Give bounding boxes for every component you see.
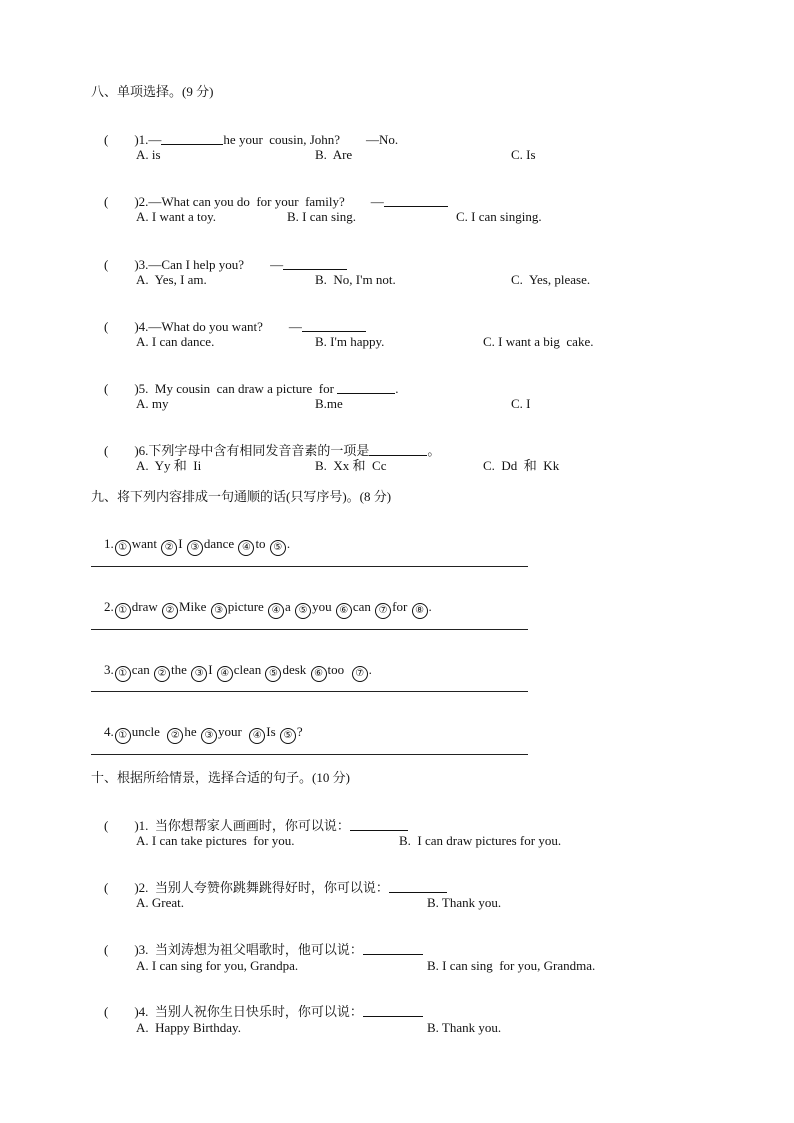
word: want xyxy=(131,536,161,551)
circled-number: ④ xyxy=(217,666,233,682)
circled-number: ⑤ xyxy=(270,540,286,556)
option-b: B. I can sing. xyxy=(287,209,356,224)
question-stem: ( )3.—Can I help you? — xyxy=(104,257,284,272)
answer-line[interactable] xyxy=(91,629,528,630)
option-b: B. I'm happy. xyxy=(315,334,385,349)
option-b: B. No, I'm not. xyxy=(315,272,396,287)
option-a: A. I want a toy. xyxy=(136,209,217,224)
circled-number: ② xyxy=(154,666,170,682)
option-c: C. I can singing. xyxy=(456,209,542,224)
option-c: C. I xyxy=(511,396,531,411)
question-stem: ( )5. My cousin can draw a picture for xyxy=(104,381,338,396)
answer-line[interactable] xyxy=(91,691,528,692)
word: picture xyxy=(227,599,268,614)
question-stem: ( )3. 当刘涛想为祖父唱歌时，他可以说： xyxy=(104,942,363,957)
circled-number: ④ xyxy=(238,540,254,556)
reorder-item-1 xyxy=(91,520,290,572)
circled-number: ⑥ xyxy=(311,666,327,682)
section-9-title: 九、将下列内容排成一句通顺的话(只写序号)。(8 分) xyxy=(91,489,392,504)
circled-number: ① xyxy=(115,666,131,682)
answer-blank[interactable] xyxy=(363,942,423,955)
section-8-title: 八、单项选择。(9 分) xyxy=(91,84,214,99)
question-stem: ( )1. 当你想帮家人画画时，你可以说： xyxy=(104,818,350,833)
option-a: A. Yy 和 Ii xyxy=(136,458,202,473)
circled-number: ③ xyxy=(201,728,217,744)
word: dance xyxy=(203,536,238,551)
word: to xyxy=(255,536,269,551)
circled-number: ④ xyxy=(268,603,284,619)
question-stem: ( )2.—What can you do for your family? — xyxy=(104,194,384,209)
word: you xyxy=(312,599,335,614)
word: the xyxy=(171,662,191,677)
answer-blank[interactable] xyxy=(337,381,395,394)
circled-number: ⑤ xyxy=(280,728,296,744)
circled-number: ⑤ xyxy=(295,603,311,619)
circled-number: ③ xyxy=(191,666,207,682)
question-stem-tail: 。 xyxy=(427,443,441,458)
question-stem: ( )6.下列字母中含有相同发音音素的一项是 xyxy=(104,443,370,458)
answer-blank[interactable] xyxy=(369,443,427,456)
word: . xyxy=(368,662,372,677)
option-c: C. Yes, please. xyxy=(511,272,591,287)
option-b: B. I can draw pictures for you. xyxy=(399,833,562,848)
word: too xyxy=(327,662,351,677)
question-stem: ( )1.— xyxy=(104,132,162,147)
answer-line[interactable] xyxy=(91,754,528,755)
answer-blank[interactable] xyxy=(283,257,347,270)
circled-number: ② xyxy=(161,540,177,556)
word: a xyxy=(285,599,295,614)
item-number: 4. xyxy=(104,724,114,739)
word: ? xyxy=(296,724,303,739)
item-number: 2. xyxy=(104,599,114,614)
circled-number: ③ xyxy=(187,540,203,556)
question-stem: ( )4.—What do you want? — xyxy=(104,319,302,334)
question-stem: ( )2. 当别人夸赞你跳舞跳得好时，你可以说： xyxy=(104,880,389,895)
reorder-item-4 xyxy=(91,708,303,760)
circled-number: ③ xyxy=(211,603,227,619)
word: draw xyxy=(131,599,161,614)
word: I xyxy=(178,536,186,551)
answer-blank[interactable] xyxy=(302,319,366,332)
word: uncle xyxy=(131,724,167,739)
answer-blank[interactable] xyxy=(384,194,448,207)
option-b: B. Are xyxy=(315,147,353,162)
answer-blank[interactable] xyxy=(350,818,408,831)
circled-number: ④ xyxy=(249,728,265,744)
word: desk xyxy=(282,662,310,677)
word: can xyxy=(131,662,154,677)
option-a: A. Great. xyxy=(136,895,185,910)
option-c: C. Is xyxy=(511,147,536,162)
circled-number: ① xyxy=(115,603,131,619)
item-number: 1. xyxy=(104,536,114,551)
circled-number: ② xyxy=(167,728,183,744)
item-number: 3. xyxy=(104,662,114,677)
option-a: A. is xyxy=(136,147,161,162)
option-a: A. I can dance. xyxy=(136,334,215,349)
answer-line[interactable] xyxy=(91,566,528,567)
option-b: B. Xx 和 Cc xyxy=(315,458,387,473)
option-a: A. Happy Birthday. xyxy=(136,1020,241,1035)
option-a: A. my xyxy=(136,396,169,411)
circled-number: ① xyxy=(115,540,131,556)
circled-number: ⑧ xyxy=(412,603,428,619)
question-stem: ( )4. 当别人祝你生日快乐时，你可以说： xyxy=(104,1004,363,1019)
word: I xyxy=(208,662,216,677)
section-10-title: 十、根据所给情景，选择合适的句子。(10 分) xyxy=(91,770,350,785)
option-b: B. Thank you. xyxy=(427,895,502,910)
question-8-3 xyxy=(91,241,347,289)
option-b: B. Thank you. xyxy=(427,1020,502,1035)
circled-number: ⑥ xyxy=(336,603,352,619)
option-a: A. I can sing for you, Grandpa. xyxy=(136,958,299,973)
option-a: A. I can take pictures for you. xyxy=(136,833,295,848)
circled-number: ⑦ xyxy=(352,666,368,682)
option-b: B. I can sing for you, Grandma. xyxy=(427,958,596,973)
circled-number: ⑦ xyxy=(375,603,391,619)
option-c: C. Dd 和 Kk xyxy=(483,458,560,473)
answer-blank[interactable] xyxy=(363,1004,423,1017)
word: he xyxy=(184,724,200,739)
word: can xyxy=(352,599,375,614)
word: Is xyxy=(266,724,279,739)
option-b: B.me xyxy=(315,396,343,411)
question-stem-tail: he your cousin, John? —No. xyxy=(223,132,399,147)
circled-number: ② xyxy=(162,603,178,619)
word: . xyxy=(286,536,291,551)
word: clean xyxy=(233,662,265,677)
word: for xyxy=(392,599,411,614)
circled-number: ① xyxy=(115,728,131,744)
reorder-item-2 xyxy=(91,583,432,635)
word: . xyxy=(428,599,432,614)
option-a: A. Yes, I am. xyxy=(136,272,207,287)
answer-blank[interactable] xyxy=(161,132,223,145)
question-stem-tail: . xyxy=(395,381,399,396)
word: Mike xyxy=(179,599,210,614)
word: your xyxy=(217,724,249,739)
option-c: C. I want a big cake. xyxy=(483,334,594,349)
circled-number: ⑤ xyxy=(265,666,281,682)
answer-blank[interactable] xyxy=(389,880,447,893)
